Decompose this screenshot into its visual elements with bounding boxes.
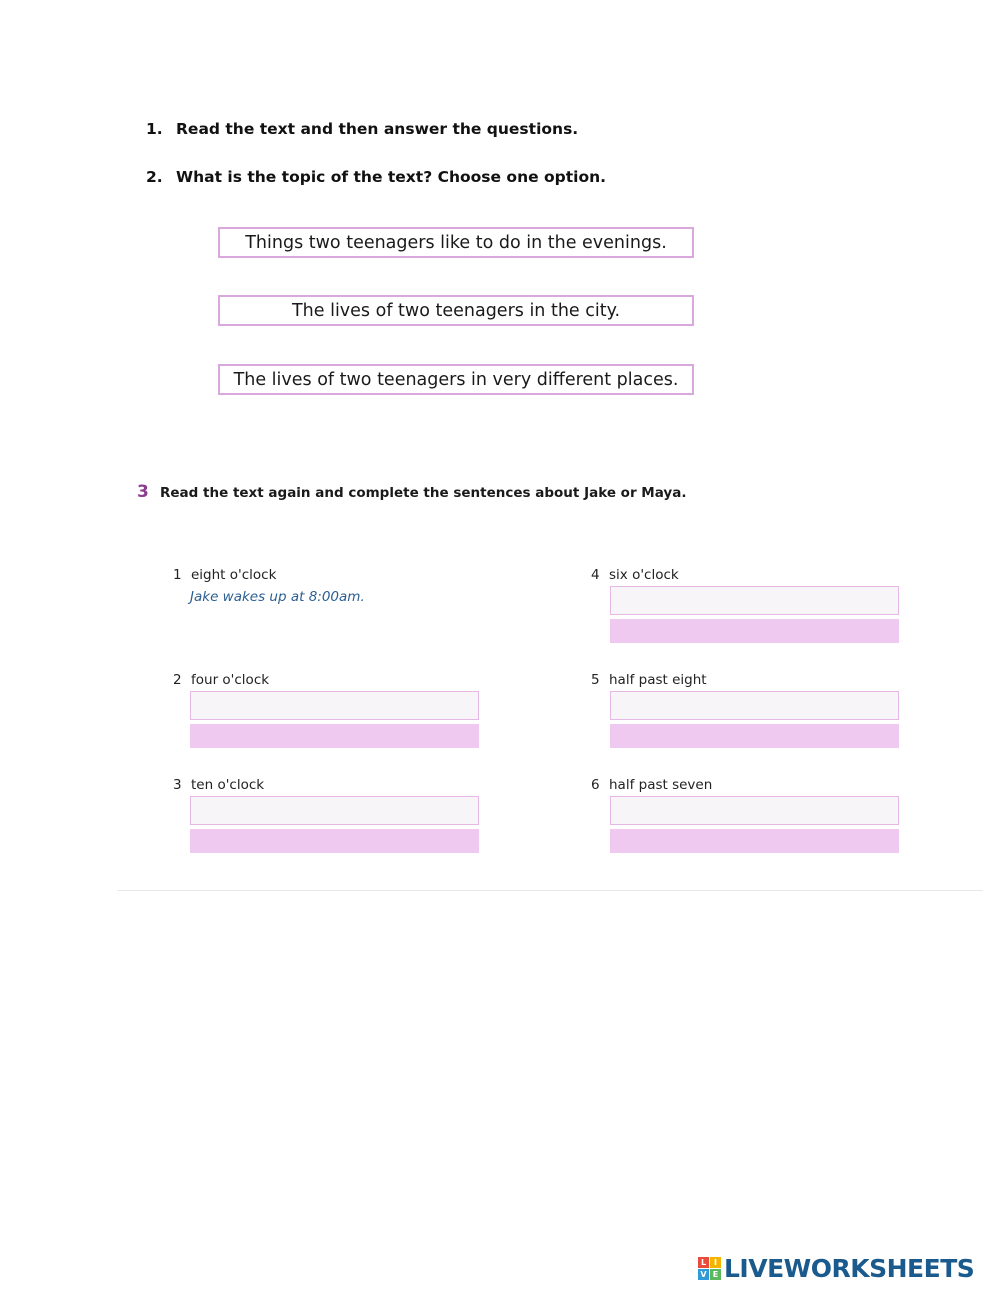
item-1-number: 1 [173,567,182,583]
logo-letter-e: E [710,1269,721,1280]
item-5-label: half past eight [609,672,707,688]
item-1-example-answer: Jake wakes up at 8:00am. [190,589,365,605]
item-3 [173,777,264,793]
logo-letter-i: I [710,1257,721,1268]
item-2-number: 2 [173,672,182,688]
item-6-answer-input[interactable] [610,796,899,825]
section-3-number: 3 [137,482,149,502]
section-3-header [137,482,686,502]
item-4 [591,567,679,583]
item-4-answer-band [610,619,899,643]
instruction-2 [146,168,606,186]
item-4-answer-input[interactable] [610,586,899,615]
instruction-1-text: Read the text and then answer the questions. [176,120,579,138]
topic-option-3[interactable]: The lives of two teenagers in very different places. [218,364,694,395]
item-6-answer-band [610,829,899,853]
item-2-label: four o'clock [191,672,270,688]
item-2 [173,672,269,688]
item-5-number: 5 [591,672,600,688]
item-3-answer-input[interactable] [190,796,479,825]
item-3-number: 3 [173,777,182,793]
instruction-2-number: 2. [146,168,163,186]
logo-letter-v: V [698,1269,709,1280]
item-4-number: 4 [591,567,600,583]
item-5 [591,672,707,688]
topic-option-2[interactable]: The lives of two teenagers in the city. [218,295,694,326]
instruction-1 [146,120,578,138]
logo-letter-l: L [698,1257,709,1268]
brand-name: LIVEWORKSHEETS [724,1254,975,1283]
item-2-answer-band [190,724,479,748]
item-2-answer-input[interactable] [190,691,479,720]
section-divider [117,890,983,891]
topic-option-1[interactable]: Things two teenagers like to do in the evenings. [218,227,694,258]
item-6-label: half past seven [609,777,713,793]
item-3-answer-band [190,829,479,853]
section-3-title: Read the text again and complete the sentences about Jake or Maya. [160,485,687,501]
live-logo-icon [698,1257,721,1280]
item-5-answer-band [610,724,899,748]
item-1-label: eight o'clock [191,567,277,583]
liveworksheets-logo [698,1254,974,1283]
instruction-1-number: 1. [146,120,163,138]
item-6 [591,777,712,793]
instruction-2-text: What is the topic of the text? Choose one option. [176,168,607,186]
item-3-label: ten o'clock [191,777,265,793]
item-6-number: 6 [591,777,600,793]
item-5-answer-input[interactable] [610,691,899,720]
item-4-label: six o'clock [609,567,679,583]
item-1 [173,567,276,583]
